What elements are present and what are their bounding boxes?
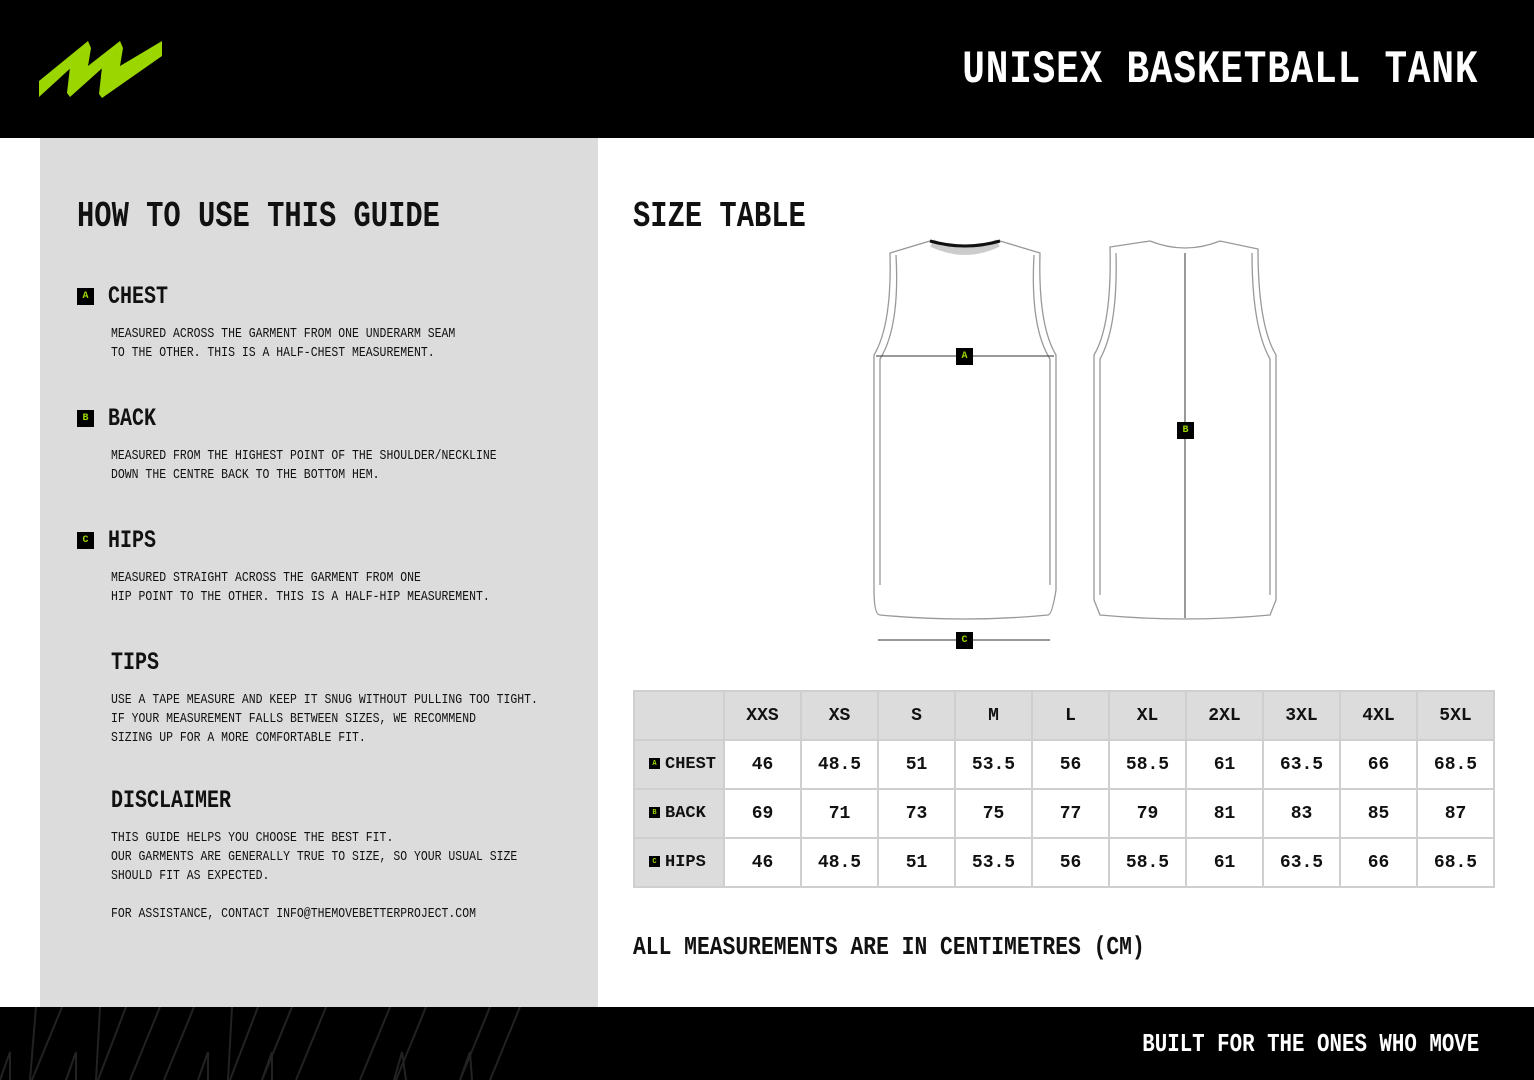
table-cell: 66 <box>1340 740 1417 789</box>
table-cell: 53.5 <box>955 740 1032 789</box>
table-cell: 48.5 <box>801 838 878 887</box>
row-label <box>634 789 724 838</box>
guide-chest <box>77 282 711 363</box>
table-cell: 61 <box>1186 740 1263 789</box>
table-cell: 79 <box>1109 789 1186 838</box>
row-label-text: HIPS <box>665 853 706 872</box>
section-text: MEASURED STRAIGHT ACROSS THE GARMENT FROM ONE HIP POINT TO THE OTHER. THIS IS A HALF-HIP MEASUREMENT. <box>111 571 490 605</box>
table-cell: 63.5 <box>1263 838 1340 887</box>
badge-icon: B <box>649 807 660 818</box>
table-cell: 85 <box>1340 789 1417 838</box>
table-cell: 56 <box>1032 740 1109 789</box>
badge-a-icon: A <box>77 288 94 305</box>
front-tank-outline <box>874 241 1056 619</box>
row-label-text: CHEST <box>665 755 717 774</box>
size-header: XXS <box>724 691 801 740</box>
footer <box>0 1007 1534 1080</box>
section-text: MEASURED FROM THE HIGHEST POINT OF THE SHOULDER/NECKLINE DOWN THE CENTRE BACK TO THE BOTTOM HEM. <box>111 449 497 483</box>
table-cell: 73 <box>878 789 955 838</box>
table-cell: 83 <box>1263 789 1340 838</box>
table-cell: 51 <box>878 740 955 789</box>
section-title: BACK <box>108 404 157 433</box>
table-cell: 77 <box>1032 789 1109 838</box>
size-table <box>633 690 1495 888</box>
size-header: 4XL <box>1340 691 1417 740</box>
table-cell: 71 <box>801 789 878 838</box>
size-header: 3XL <box>1263 691 1340 740</box>
table-cell: 68.5 <box>1417 838 1494 887</box>
table-cell: 51 <box>878 838 955 887</box>
table-cell: 58.5 <box>1109 740 1186 789</box>
section-text: MEASURED ACROSS THE GARMENT FROM ONE UNDERARM SEAM TO THE OTHER. THIS IS A HALF-CHEST MEASUREMENT. <box>111 327 456 361</box>
size-header: M <box>955 691 1032 740</box>
table-cell: 68.5 <box>1417 740 1494 789</box>
section-text: USE A TAPE MEASURE AND KEEP IT SNUG WITHOUT PULLING TOO TIGHT. IF YOUR MEASUREMENT FALLS BETWEEN SIZES, WE RECOMMEND SIZING UP FOR A MORE COMFORTABLE FIT. <box>111 693 538 746</box>
badge-c-icon: C <box>77 532 94 549</box>
table-cell: 69 <box>724 789 801 838</box>
section-title: DISCLAIMER <box>111 786 232 815</box>
guide-title: HOW TO USE THIS GUIDE <box>77 196 440 237</box>
size-header: XL <box>1109 691 1186 740</box>
footer-tagline: BUILT FOR THE ONES WHO MOVE <box>1141 1029 1479 1059</box>
size-table-title: SIZE TABLE <box>633 196 806 237</box>
table-cell: 48.5 <box>801 740 878 789</box>
row-label <box>634 740 724 789</box>
garment-diagram <box>860 235 1290 655</box>
table-row <box>634 838 1494 887</box>
size-header: 5XL <box>1417 691 1494 740</box>
guide-hips <box>77 526 711 607</box>
table-cell: 61 <box>1186 838 1263 887</box>
section-title: HIPS <box>108 526 157 555</box>
units-note: ALL MEASUREMENTS ARE IN CENTIMETRES (CM) <box>633 932 1145 962</box>
table-row <box>634 740 1494 789</box>
table-header-row <box>634 691 1494 740</box>
row-label-text: BACK <box>665 804 706 823</box>
table-row <box>634 789 1494 838</box>
badge-icon: A <box>649 758 660 769</box>
table-cell: 75 <box>955 789 1032 838</box>
table-cell: 66 <box>1340 838 1417 887</box>
table-cell: 46 <box>724 838 801 887</box>
brand-logo <box>38 40 164 100</box>
header <box>0 0 1534 138</box>
table-cell: 63.5 <box>1263 740 1340 789</box>
table-cell: 87 <box>1417 789 1494 838</box>
page-title: UNISEX BASKETBALL TANK <box>961 44 1478 96</box>
size-header: XS <box>801 691 878 740</box>
section-title: TIPS <box>111 648 160 677</box>
table-cell: 58.5 <box>1109 838 1186 887</box>
table-cell: 81 <box>1186 789 1263 838</box>
guide-disclaimer <box>111 786 711 924</box>
mark-a-icon: A <box>956 348 973 365</box>
section-text: THIS GUIDE HELPS YOU CHOOSE THE BEST FIT. OUR GARMENTS ARE GENERALLY TRUE TO SIZE, SO YOUR USUAL SIZE SHOULD FIT AS EXPECTED. FOR ASSISTANCE, CONTACT INFO@THEMOVEBETTERPROJECT.COM <box>111 831 518 922</box>
badge-b-icon: B <box>77 410 94 427</box>
table-cell: 53.5 <box>955 838 1032 887</box>
guide-tips <box>111 648 711 748</box>
table-cell: 56 <box>1032 838 1109 887</box>
section-title: CHEST <box>108 282 169 311</box>
mark-c-icon: C <box>956 632 973 649</box>
row-label <box>634 838 724 887</box>
guide-back <box>77 404 711 485</box>
size-header: 2XL <box>1186 691 1263 740</box>
size-header: L <box>1032 691 1109 740</box>
badge-icon: C <box>649 856 660 867</box>
table-cell: 46 <box>724 740 801 789</box>
size-header: S <box>878 691 955 740</box>
mark-b-icon: B <box>1177 422 1194 439</box>
